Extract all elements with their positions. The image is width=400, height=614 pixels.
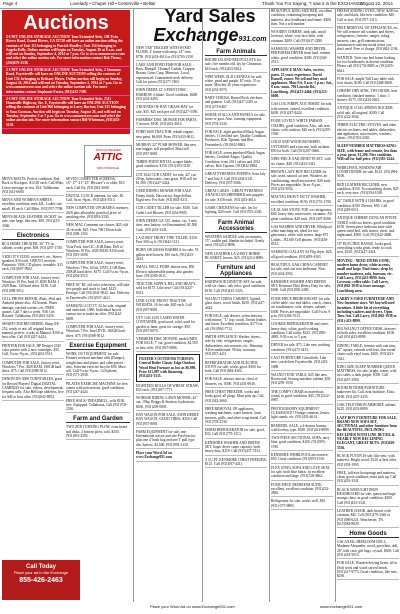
classified-ad: CHERRY DRY SINK, TWO DOOR, best condition, finished interior, 1 door, 1 drawer, $175. (931)434-2661. xyxy=(337,89,399,104)
column-f xyxy=(337,9,399,602)
section-heading-electronics: Electronics xyxy=(2,233,64,240)
column-divider xyxy=(133,9,134,602)
classified-ad: WALNUT END TABLE, $25 like new, Rosewood, Sewing machine cabinet, $35. (931)295-1930. xyxy=(271,373,333,388)
classified-ad: TRACTOR SUPPLY, BIG AND HEAVY, sold for $175. Like new! Call (931)227-8313. xyxy=(136,282,200,297)
classified-ad: GOLD AND WOOD BUNKBED, OTTOMAN and a tan one, both cushion, $50 for both. Call (931)207-3666. xyxy=(271,140,333,155)
classified-ad: COMPUTER FOR SALE, factory reset, Windows 7 Pro, 64 bit, DVD, 4 GB Ram, 250GB hard drive, $175. Call 9 a.m.-9 p.m., (931)204-5513. xyxy=(66,261,130,280)
classified-ad: NEW COMPUTER UPGRADES, memory, 2GB plus allowable, practical price of anything else. (931)393-2330. xyxy=(66,206,130,221)
classified-ad: FREE CHEST FREEZER, works and looks good, all plugs. Must pick up. Call, (931)542-2660. xyxy=(205,390,267,405)
paper-name: Lovelady • Chapel Hill • Centerville • Bellair xyxy=(70,1,156,6)
classified-ad: 18" ELECTRIC RANGE, looks good, everything works great, ready to cook now, $150. (931)247-4424. xyxy=(337,242,399,257)
classified-ad: FORD 3600 TRACTOR, rebuilt engine, new paint, $6,000. Firm. (931)433-0612. xyxy=(136,130,200,141)
classified-ad: FOR SALE, oak dresser, seven drawers, with mirror, "L" top; couch, brown leather, and futon. Excellent condition. $175 for all. (931)962-7712. xyxy=(205,314,267,333)
classified-ad: SAMSUNG LCD TV 32 for sale, original and unlocked, 1080. Individual buyers contact me to make an offer. (931)242-6609. xyxy=(66,304,130,323)
classified-ad: REMODEL SALE, a 4-drawer bureau, with lowboy type, $180. (931)433-8899. xyxy=(271,424,333,435)
classified-ad: OAK TELEVISION ARMOIRE cabinet, $225. (931)433-8899. xyxy=(337,403,399,414)
classified-ad: PRINTER FOR SALE, HP Deskjet 2545 color printer with 2 new cartridges. $35. Call, 9 a.m.-9 p.m., (931)204-5513. xyxy=(2,344,64,359)
classified-ad: THE COMFY CHAIR as marvelous, round, in good condition. $45. (931)522-0967. xyxy=(271,390,333,405)
classified-ad: FLEX STEEL SOFA AND LOVE SEAT, for sale, both blue fabric, in excellent condition and large. (931)728-3862. xyxy=(271,466,333,481)
classified-ad: MURRAY 22" PUSH MOWER, like new, rear bagger, self propelled. Must sell. (931)937-8081. xyxy=(136,143,200,158)
callbox-phone: 855-426-2463 xyxy=(19,577,63,584)
classified-ad: BEAUTIFUL KING SIZE BED, excellent condition, containing boxspring and mattress, also headboard and frame. $300 firm. Not a sell number. xyxy=(271,9,333,28)
column-divider xyxy=(335,9,336,602)
classified-ad: 3 CU.FT. KENMORE CHEST FREEZER, $125. Call (931)937-4411. xyxy=(205,458,267,469)
column-d xyxy=(205,46,267,602)
section-heading-farm-garden: Farm and Garden xyxy=(66,416,130,423)
classified-ad: ANTIQUE CHERRY DUNCAN PHYFE TABLE with two leaves, good condition, $150. Seven piece bedroom suite with queen sized bed, with mirror, chest, and nightstand, $500. Call (931)542-4688. xyxy=(337,216,399,239)
classified-ad: VERMEER DISC MOWER, model (MD) FOR SALE, 7' cut, good condition, $2,500 or best offer. (931)937-0086. xyxy=(136,337,200,352)
logo-top-text: TOUR EXTENDED xyxy=(95,148,121,152)
classified-ad: GAME CHICKENS for sale, lay for fighting. $20 each. Call (931)703-2330. xyxy=(205,206,267,217)
classified-ad: EIGHTEEN ROLLS OF WHEAT STRAW, $35 each. (931)307-7771. xyxy=(136,384,200,395)
classified-ad: HARDWOOD DINETTE SET for sale, with six chairs, oak color, good condition. $150. Call (931)433-2323. xyxy=(205,280,267,295)
footer-url: www.exchange931.com xyxy=(320,604,363,609)
classified-ad-featured: APPLIANCE MAN: Sales, service, parts. 25 years experience. David Russell, owner. We sell and buy used appliances. Mon-Fri, 8 a.m.-5 p.m.; Sat., 8 a.m.-noon. 796 Lincoln Rd., Lynchburg. (931)433-4464; (931)213-6600. xyxy=(271,68,333,100)
classified-ad: FREESTANDING OVEN, NEW, $200 for sale, and black, like new condition. $40. Call or text, (931)707-1313. xyxy=(337,9,399,24)
classified-ad: FOR SALE, seven purebred Black Angus heifers, Certified Angus, Quality Condition, from 2011 calves and 2012 calves. Bob Tiptonn. (931)842-8862. xyxy=(205,151,267,170)
featured-furnace-ad: FRATER'S OUTDOOR TURMAN: Central Boiler Classic Edge Outdoor Wood Heat Furnace as low as $6,990. Price $11,887 with financing. (931)433-3335. xyxy=(136,354,200,381)
classified-ad: BLACK FUTON IS sale, like new, with mattress. Bright wood, $120 or best offer. (931)393-1993. xyxy=(337,454,399,469)
section-heading-exercise: Exercise Equipment xyxy=(66,343,130,350)
classified-ad: CELL PHONE REPAIR, iPads, iPod and Android phone also. All brands. Water damage, cracked screens, etc. FREE quotes. Call 7 days a week. 938. Get Rotated. Tullahoma, (931)841-3450. xyxy=(2,297,64,320)
classified-ad: DORM REFRIGERATOR for sale, good, $35. Call (931)779-1313. xyxy=(205,428,267,439)
auctions-box xyxy=(2,10,130,134)
section-heading-farm-animals: Farm Animals xyxy=(205,49,267,56)
classified-ad: NINE WEEK OLD GUINEAS for sale, white, pearl and purple, $7 each, 35 or more. Mowbry 20 years experience. (931)433-5070. xyxy=(205,75,267,94)
header-slogan: Thank You For Saying, "I saw it in the EXCHANGE" xyxy=(262,1,365,6)
column-b xyxy=(66,177,130,602)
classified-ad: WORKSE RIDING LAWN MOWER, 42" cut, 19hp, Briggs & Stratton, hydrostatic, $650. (931)209-0801. xyxy=(136,396,200,411)
masthead xyxy=(152,7,268,43)
classified-ad: FOUR LOVELY WHITE PARSON CHAIRS, good condition. Also, oak arm chairs, with cushion, $20 each, (931)295-1930. xyxy=(271,119,333,138)
classified-ad: BIG WALNUT OFFICE DESK, drawers on both sides, excellent condition, $100. Call (931)433-8899. xyxy=(337,327,399,342)
classified-ad: DIGITAL CLOCK antenna, for sale, $5. Call, 9a.m.-9p.m., (931)204-5513. xyxy=(66,194,130,205)
classified-ad: 3 ROUNDS OF HAY GRASS HAY for sale, $35. $25 each per roll (931)227-5390. xyxy=(136,105,200,116)
classified-ad: UTV GALLON CASED WATER CONTAINER, good used, solid, used for garden or farm, great for storage. $50. (931)937-6070. xyxy=(136,316,200,335)
classified-ad: SMALL WELL PUMP, almost new, $50. Electric submersible pump, also garden hose. (931)580-2611. xyxy=(136,265,200,280)
classified-ad: GAS WASHER AND DRYER, Whirlpool white matching set, ideal for two generators, white with mirror, large $75 Ladies... BLSIS Cell phones. (931)438-8512. xyxy=(271,225,333,248)
classified-ad: GE GLASS STOVE TOP, ice refrigerator, $40, heavy duty microwave, vacuums. All great condition. $20 each. (931)307-4506. xyxy=(271,208,333,223)
classified-ad: ANTIQUE COAL SPRING ROCKER, solid oak, all original. $200; Call (931)232-3942. xyxy=(337,106,399,121)
classified-ad: THREE POINT HITCH, scraper blade, good condition, $150. (931)393-3130. xyxy=(136,160,200,171)
classified-ad: GALAXIAL HEIRLOOM DOLL, Madame Alexander, wood, porcelain, doll, 28" with case, gift bags, crystal, $300; Call (931)433-5015. xyxy=(337,540,399,559)
page-number: Page 4 xyxy=(3,1,18,6)
attic-logo xyxy=(84,145,132,177)
classified-ad: JOHN DEERE GX 335, motor, cut, 3 new tires, new battery, well maintained, $1,500 Cash. (931)433-3341. xyxy=(136,219,200,234)
classified-ad: WALNUT CHINA CABINET, lighted, glass doors, wood finish, $250. (931)247-4424. xyxy=(205,297,267,312)
classified-ad: KING SIZE SLEEP NUMBER QUEEN MATTRESS, for sale, bright, warm, with two sides, a dark purple, $350. Call (931)637-2960. xyxy=(337,365,399,384)
column-divider xyxy=(269,9,270,602)
classified-ad: COMPUTER FOR SALE, factory reset, Windows 7 Pro. 4GB RAM, 160GB hard drive. $75. Call (931)588-5012. xyxy=(2,361,64,376)
classified-ad: LA-Z-BOY FRONT TINE TILLER, $150. Free 300 sq ft. (931)842-1131. xyxy=(136,236,200,247)
classified-ad: MAYTAG HEAVY DUTY WASHER, excellent condition, $150. (931)733-1700. xyxy=(271,195,333,206)
classified-ad: RED LEATHER RECLINER, new condition, $150. Two matching chairs, $25 each, very nice. (931)394-1030. xyxy=(337,183,399,198)
classified-ad: NEW MAC Comment sur classes, $25; old 45 records, $25. Own 7001 Electricals. (931)308-1303. xyxy=(66,223,130,238)
classified-ad: WORK OUT EQUIPMENT for sale. Pioneer workout machine with (Dumps); weight bars and plates, and other pieces - also, Schwinn exercise bicycle $50. Must sell. Call 9 a.m.-9 p.m., Cell phone, (931)571-2938. xyxy=(66,352,130,380)
classified-ad: DINING TABLE, formica with oak trim, 42" square, extends with leaf, four metal chairs with vinyl seats, $100. (931)433-3341. xyxy=(337,344,399,363)
column-a xyxy=(2,177,64,557)
classified-ad: LTX 1042 CUB CADET for sale, 42" cut, 20 hp, hydrostatic, runs great. Will sell for $1,500. (931)247-4424. xyxy=(136,173,200,188)
classified-ad: NEW 5'X8' TRAILER WITH WOOD FLOOR, 4' frame with ramp, 14" tires. $750. (931)433-4614 or (931)703-2130. xyxy=(136,46,200,61)
classified-ad: LEATHER CHAIR, dark brown with ottoman, $40. Call (931)379-3340 or (931)580-6221. Winchester, TN. (615)584-8829. xyxy=(337,509,399,528)
classified-ad: PHOTOGRAPHY EQUIPMENT CLEARANCE! Vintage cameras, lenses, light stands, etc. (931)433-4614. xyxy=(271,407,333,422)
classified-ad: GREAT LAKES - GREAT PYRENEES ANATOLIAN SHEPHERD mix puppies for sale, $150 each. (931)433-4614. xyxy=(205,189,267,204)
classified-ad: ROOM DIVIDER/FURNITURE makeover kit. Call, neat furniture, Ecko, $100. (931)437-2435. xyxy=(337,386,399,401)
classified-ad: BEAUTIFUL OAK CHINA CABINET for sale, and cast iron bedframe. Nice. (931)434-3592. xyxy=(271,263,333,278)
classified-ad-featured: SLEEP NUMBER MATTRESS KING-SIZE, with frame and remote, less than a year, great, $1,200. Nice condition. Will sell for half price. (931)583-2244. xyxy=(337,144,399,163)
callbox-title: Call Today xyxy=(26,564,56,570)
column-e xyxy=(271,9,333,602)
classified-ad: FREE REMOVAL OF appliances, washing machines, water heaters, lawn mowers, grills, and other scrap metal. Call (931)703-2330. xyxy=(205,407,267,426)
classified-ad: RCA HOME THEATER, 36" TV in cabinet, works great. $50. (931)207-1749. xyxy=(2,242,64,253)
classified-ad: CUB CADET TILLER for sale, $350. Cub Cadet Leaf Blower, (931)434-9905. xyxy=(136,206,200,217)
classified-ad: HORSE STALLS AND PANELS for sale, horse or goat. Also, farming equipment. (931)703-2330. xyxy=(205,113,267,128)
classified-ad: RHODE ISLAND RED PULLETS for sale, five months old, lay by Christmas. $10 each. (931)433-0612. xyxy=(205,58,267,73)
classified-ad: GAS LOG FIREPLACE INSERT for sale, with remote, vented, excellent condition. $200. (931)247-4424. xyxy=(271,102,333,117)
classified-ad: WANTED: Twin size bed frame looking for two headboards in decent condition. Please call (931)733-8885 or (931)455-6641. xyxy=(337,56,399,75)
classified-ad: THREE ELECTRIC STOVES, and other electric recliners, end tables, dishwasher, and appliances; microwaves, washers, chests. (931)703-2330. xyxy=(337,123,399,142)
classified-ad: KENMORE WASHER AND DRYER SET, Super dryer, super capacity, both heavy duty, $250. Call (931)437-7433. xyxy=(205,441,267,456)
classified-ad: COMPUTER FOR SALE, factory reset, Windows 7 Pro. Intel DVD, 160GB hard drive, $75. (931)588-5012. xyxy=(66,325,130,340)
classified-ad: BABY CHICKS, Barred Rock chickens and guineas. Call, (931)437-2435 or (931)273-6467. xyxy=(205,96,267,111)
classified-ad: FREE, full-size boxsprings and mattress, clean, good condition; must pick up. Call (931)433-3341. xyxy=(337,471,399,486)
classified-ad: VIZIO IT'S VIZIO, receiver's, etc. Stereo speakers $10 each. ONKYO receiver, Panasonic VHS, CD player, turntable. $15 each. (931)607-9902. xyxy=(2,255,64,274)
classified-ad: TWO-PIECE SECTIONAL SOFA, navy blue, good condition, $100. (931)993-1910. xyxy=(271,436,333,451)
section-heading-farm-animal-accessories: Farm Animal Accessories xyxy=(205,220,267,233)
masthead-domain: 931.com xyxy=(238,36,267,43)
classified-ad: FARMERS' DISC MOWER FOR PARTS, 5' mower, $100. (931)433-4614. xyxy=(136,118,200,129)
classified-ad: COOKER REFRIGERATOR and stove, heavy duty, white, good working condition. Call today. $225. (931)580-4885, 9:30 a.m. to 5 p.m. xyxy=(271,322,333,341)
classified-ad: DENON DN-3000 TURNTABLES, great for Record Players! Digital DIGITAL CAMERAS for sale, videos, development; frequent calls. Also $60/tape tableless, live for $40 or best offer. (931)842-8852. xyxy=(2,377,64,400)
classified-ad: LAKE AND POND FISH FOR SALE: Bass, Bluegill, Channel Catfish, Crappie, Bream, Grass Carp, Minnows. Local, experienced. Guaranteed stock delivery. Call for prices (931)277-7465. xyxy=(136,63,200,86)
section-heading-furniture: Furniture and Appliances xyxy=(205,265,267,278)
footer-left: Place your Word Ad on www.Exchange931.com xyxy=(150,604,235,609)
classified-ad: FARM EQUIPMENT for sale, one International tractor and one Ford tractor, plus one 4' bush hog and one 5' pull type disc harrow, $2,600. (931)993-3130. xyxy=(136,430,200,449)
classified-ad: MEN'S BLACK LEATHER JACKET for sale, size large. like new. $50. (931)233-3366. xyxy=(2,215,64,230)
classified-ad-featured: MOVING - NEED ITEMS GONE, modern home decor, white accents, small and large. Find items; sleep by number mattress, sofa, bureaus; etc. Call Larry, (931)433-8899. Sofa, Loveseat, coffee table. Call Larry, (931)962-1938 to leave message. Lynchburg area. xyxy=(337,259,399,295)
classified-ad: FOR SALE, eight purebred Black Angus heifers, 1 Certified sire, Quality Condition, Producers. Bob Tiptonn, and Ben Feasenbeck. (931)842-8862. xyxy=(205,130,267,149)
classified-ad: NINE-PIECE OAK DINETTE SET, with six chairs. $40. (931)433-3341. xyxy=(271,157,333,168)
classified-ad: FOR SALE, maple Tall Lazy table with four chairs, $100; Call (931)408-4868. xyxy=(337,77,399,88)
classified-ad: JOHN DEERE 12' 3-POINT DISC HARROW, 6 blade. Good condition. $400. (931)434-4493. xyxy=(136,88,200,103)
auctions-title: Auctions xyxy=(23,12,109,34)
section-heading-home-goods: Home Goods xyxy=(337,531,399,538)
classified-ad: KENMORE WHIRLPOOL microwave, $50. Good condition. (931)993-1910. xyxy=(271,453,333,464)
classified-ad: FOR SALE, Wooden Sewing Items, all in (Sat) work and wood carved bench, (931)417-9773. Good condition, like new, $250. xyxy=(337,561,399,580)
classified-ad: 42" TABLE WITH 4 CHAIRS, in good condition, $100. Dresser, $50. Call (931)429-6511. xyxy=(337,199,399,214)
classified-ad: SAMSUNG WASHER AND DRYER, PERFORMA DRYER front load, cement white, good condition, $300. (931)540-2511. xyxy=(271,47,333,66)
classified-ad: MEN'S BOOTS, Perfect condition, Red Back or Rockport. $12.00 each. Call Mike, Leave message or text. 814. Tullahoma, (931)541-6600. xyxy=(2,177,64,196)
column-c xyxy=(136,46,200,602)
classified-ad: FREE REMOVAL OF APPLIANCES, etc. We will remove old washers and dryers, refrigerators, freezers, ranges, riding mowers, cars, grill transmissions, lawnmowers and any metal items you don't need. Free of charge. (931)842-1194. xyxy=(337,26,399,54)
classified-ad: WOODEN CHERRY, dark oak, small loveseat, white, very nice little, with ottoman, $200. Call (931)637-2280. xyxy=(271,30,333,45)
header-date: August 22, 2014 xyxy=(360,1,393,6)
classified-ad: SMITH APPLIANCE: Washer, dryers, side by side, refrigerators, ranges, dishwashers, microwaves, etc. Warranty. All reconditioned. 90 day warranty. (931)937-4411. xyxy=(205,335,267,358)
classified-ad: REFRIGERATOR AND ELECTRIC STOVE for sale, works good. $300 for both. Call (931)684-4302. xyxy=(205,361,267,376)
classified-ad: FREE WALK-TREADMILL, sells $100, free. Equipped. Tullahoma, Call (931)703-2330. xyxy=(66,399,130,414)
classified-ad: FOUR-PIECE BEDROOM SET for sale, coffee table, two end tables, couch, chairs, air conditioners, sofa, sleeper, cabinet, $300. Prices are negotiable. Call 9 a.m. 9 p.m. (931)204-5513. xyxy=(271,297,333,320)
classified-ad: USED RIDING MOWER FOR SALE. Funny finish. Has tractor. Sage dollars. Eight new. For Sale, (931)843-4311. xyxy=(136,189,200,204)
classified-ad: NEW LEATHER LA-Z-BOY HORSE BLANKET, brown, $25. (931)212-8096. xyxy=(205,252,267,263)
classified-ad: FOUR PIECE BEDROOM SUITE, excellent, excellent condition. (931)232-2882. xyxy=(271,483,333,498)
classified-ad: BURN OR GRASS BARRELS for sale, 55 gallon steel barrels, $10 each. (931)433-4614. xyxy=(136,248,200,263)
classified-ad-featured: LARRY'S USED FURNITURE AND New furniture store. We buy/sell used furniture. A little bit of everything including washers and dryers. Open Tues.-Sat. Call Larry, (931)962-1938 or (931)-433-8899. xyxy=(337,297,399,325)
classified-ad: WHIRLPOOL WINDOW AIR CONDITIONER for sale, $125. (931)994-9100. xyxy=(337,166,399,181)
classified-ad: KENMORE WASHER AND DRYER SET, Kenmore Elite Heavy Duty for sale, $300. Call (931)590-2480. xyxy=(271,280,333,295)
classified-ad: BLACK WROUGHT IRON HEADBOARD for sale, queen and large storage chest, in good condition. $300. Call (931)433-3341. xyxy=(337,488,399,507)
masthead-exchange: Exchange xyxy=(153,25,239,45)
logo-main-text: ATTIC xyxy=(93,152,123,163)
web-ad-tip: Place your Word Ad on www.Exchange931.com xyxy=(136,451,200,462)
auction-ad: 2-UNIT ONLINE STORAGE AUCTION! Tour Extended Attic, 108 Twin Rivers Road, Grand Rivers, GA 35720 will have an online auction selling the contents of Unit 112 belonging to Patrick Bradley; Unit 114 belonging to Angela Kelly. Online auction will begin on Tuesday, August 26 at 8 a.m. and will end on Sunday, September 4, 2014 at 7 p.m. Go to www.summercove.com and select the online auction tab. For more information contact Bob Tirone, (256)679-2538. xyxy=(2,34,130,67)
classified-ad: FREE 36" RC old color television, will take two people and truck to load, $125. Prestige. Call (931)841-9042. free. Delivery in Fayetteville, (931)937-4411. xyxy=(66,283,130,302)
classified-ad: DRYER for sale, $75. Like new working condition. (931)473-3433. xyxy=(271,343,333,354)
classified-ad: WESTERN SADDLE with accessories, 15", saddle pad, blanket included. Gently used. (931)212-8096. xyxy=(205,235,267,250)
classified-ad: PILATES EXERCISE MACHINE for free, comes with instructions, good condition. (931)247-4424. xyxy=(66,382,130,397)
classified-ad: COMPUTER FOR SALE, factory reset, Windows 10 Pro, Intel i5, 8GB RAM. 1 2GB Ram. 120 hard drive. $150. Call (931)588-5012. xyxy=(2,276,64,295)
classified-ad: Refrigerator for sale, works well, $30. (931)-575-9885. xyxy=(271,499,333,510)
classified-ad: LINK-LOCK FRONT TRACTOR WEIGHTS, 16 for sale, $20 each. Call (931)937-8081. xyxy=(136,299,200,314)
classified-ad: COMPUTER FOR SALE, factory reset, Vista Pack, Intel 2C, 4GB Ram. Dell w/ Windows 10 Pro, 4GB RAM. $150 each. (931)581-3008. xyxy=(66,240,130,259)
column-divider xyxy=(202,9,203,602)
classified-ad: TWO ZER TURNING PLOW, from heard sod disks, 2 bottom plow, sold. $250. (931)691-4395. xyxy=(66,425,130,440)
classified-ad: SHARP CD/R RECORDER, Sharp XE-252, ready to use, all original boxes, manual, perfect, works as Manual. $100 or best offer. Call (931)247-4424. xyxy=(2,322,64,341)
auction-ad: 2-UNIT ONLINE STORAGE AUCTION! Tour Extended Attic, 2311 Huntsville Highway, Ste. E, Fayetteville will have an ONLINE AUCTION selling the contents of Unit 966 belonging to Larry Burton; Unit 331 belonging to Sara Gorman. Auction will begin on Tuesday, August 26, and will end on Tuesday, September 2 at 7 p.m. Go to www.summercove.com and select the online auction tab. For more information contact Bill Whiteman, (931)433-5150. xyxy=(2,96,130,129)
classified-ad: MEN'S AND WOMEN'S SHIRTS, excellent condition, men 44L. Ladies size small. $3 each. Call Mike, (931)707-7708. xyxy=(2,198,64,213)
classified-ad: BROWN LAZY BOY RECLINER for sale, used, natural cat tree, Wooden. air conditioning, small microwave, $20 each. Prices are negotiable, 9a.m.-9 p.m., (931)233-5054. xyxy=(271,170,333,193)
classified-ad: SEVEN COMPUTER SCREENS, 16"-17"-21"-23" Hitware"s or older, $10 each. Call Ed, (931)581-3008. xyxy=(66,177,130,192)
callbox-subtitle: Place your ad in the Exchange xyxy=(13,570,69,575)
classified-ad: FOR SALE, dresser, mirror, chest of drawers, etc. $300. (931)433-9030. xyxy=(205,377,267,388)
classified-ad: GREAT PYRENEES PUPPIES, born July 7 and July 8. Call (931)434-6141. Delivery. (931)937-5566. xyxy=(205,172,267,187)
masthead-title: Yard Sales xyxy=(164,6,256,26)
classified-ad: CAST FURNITURE Classifieds. Like new, can deliver Fayetteville. (931)433-1888. xyxy=(271,356,333,371)
classified-ad: HAY WAGON FOR SALE, JOHN DEERE HAY WAGON, GOOD TIRES. $350. Call (931)937-8081. xyxy=(136,413,200,428)
classified-ad: SAMSUNG GALAXY S4 Flip dryer. $25; all good condition. (931)839-4303. xyxy=(271,250,333,261)
classified-ad-featured: LAZY BOY FURNITURE FOR SALE, BRAND NEW SOFA SET, SECTIONAL and other furniture from the BEAUTIFUL INCLINING RECLINER WITH LINE DETAIL & NEARLY NEW RECLINING ELEGANT, GREAT BUYS. (931)638-5536. xyxy=(337,416,399,452)
auction-ad: 2-UNIT ONLINE STORAGE AUCTION! Tour Extended Attic, 2 Simmons Road, Fayetteville will have an ONLINE AUCTION selling the contents of Unit C5L belonging to Brittany Hayes. Online auction will begin on Sunday, August 24, 2014 and will end on Tuesday, September 2, 2014 at 7 p.m. Go to www.summercove.com and select the online auction tab. For more information contact Stephanie Foster, (931)433-7590. xyxy=(2,67,130,96)
logo-bottom-text: MINI STORAGE xyxy=(97,166,119,170)
